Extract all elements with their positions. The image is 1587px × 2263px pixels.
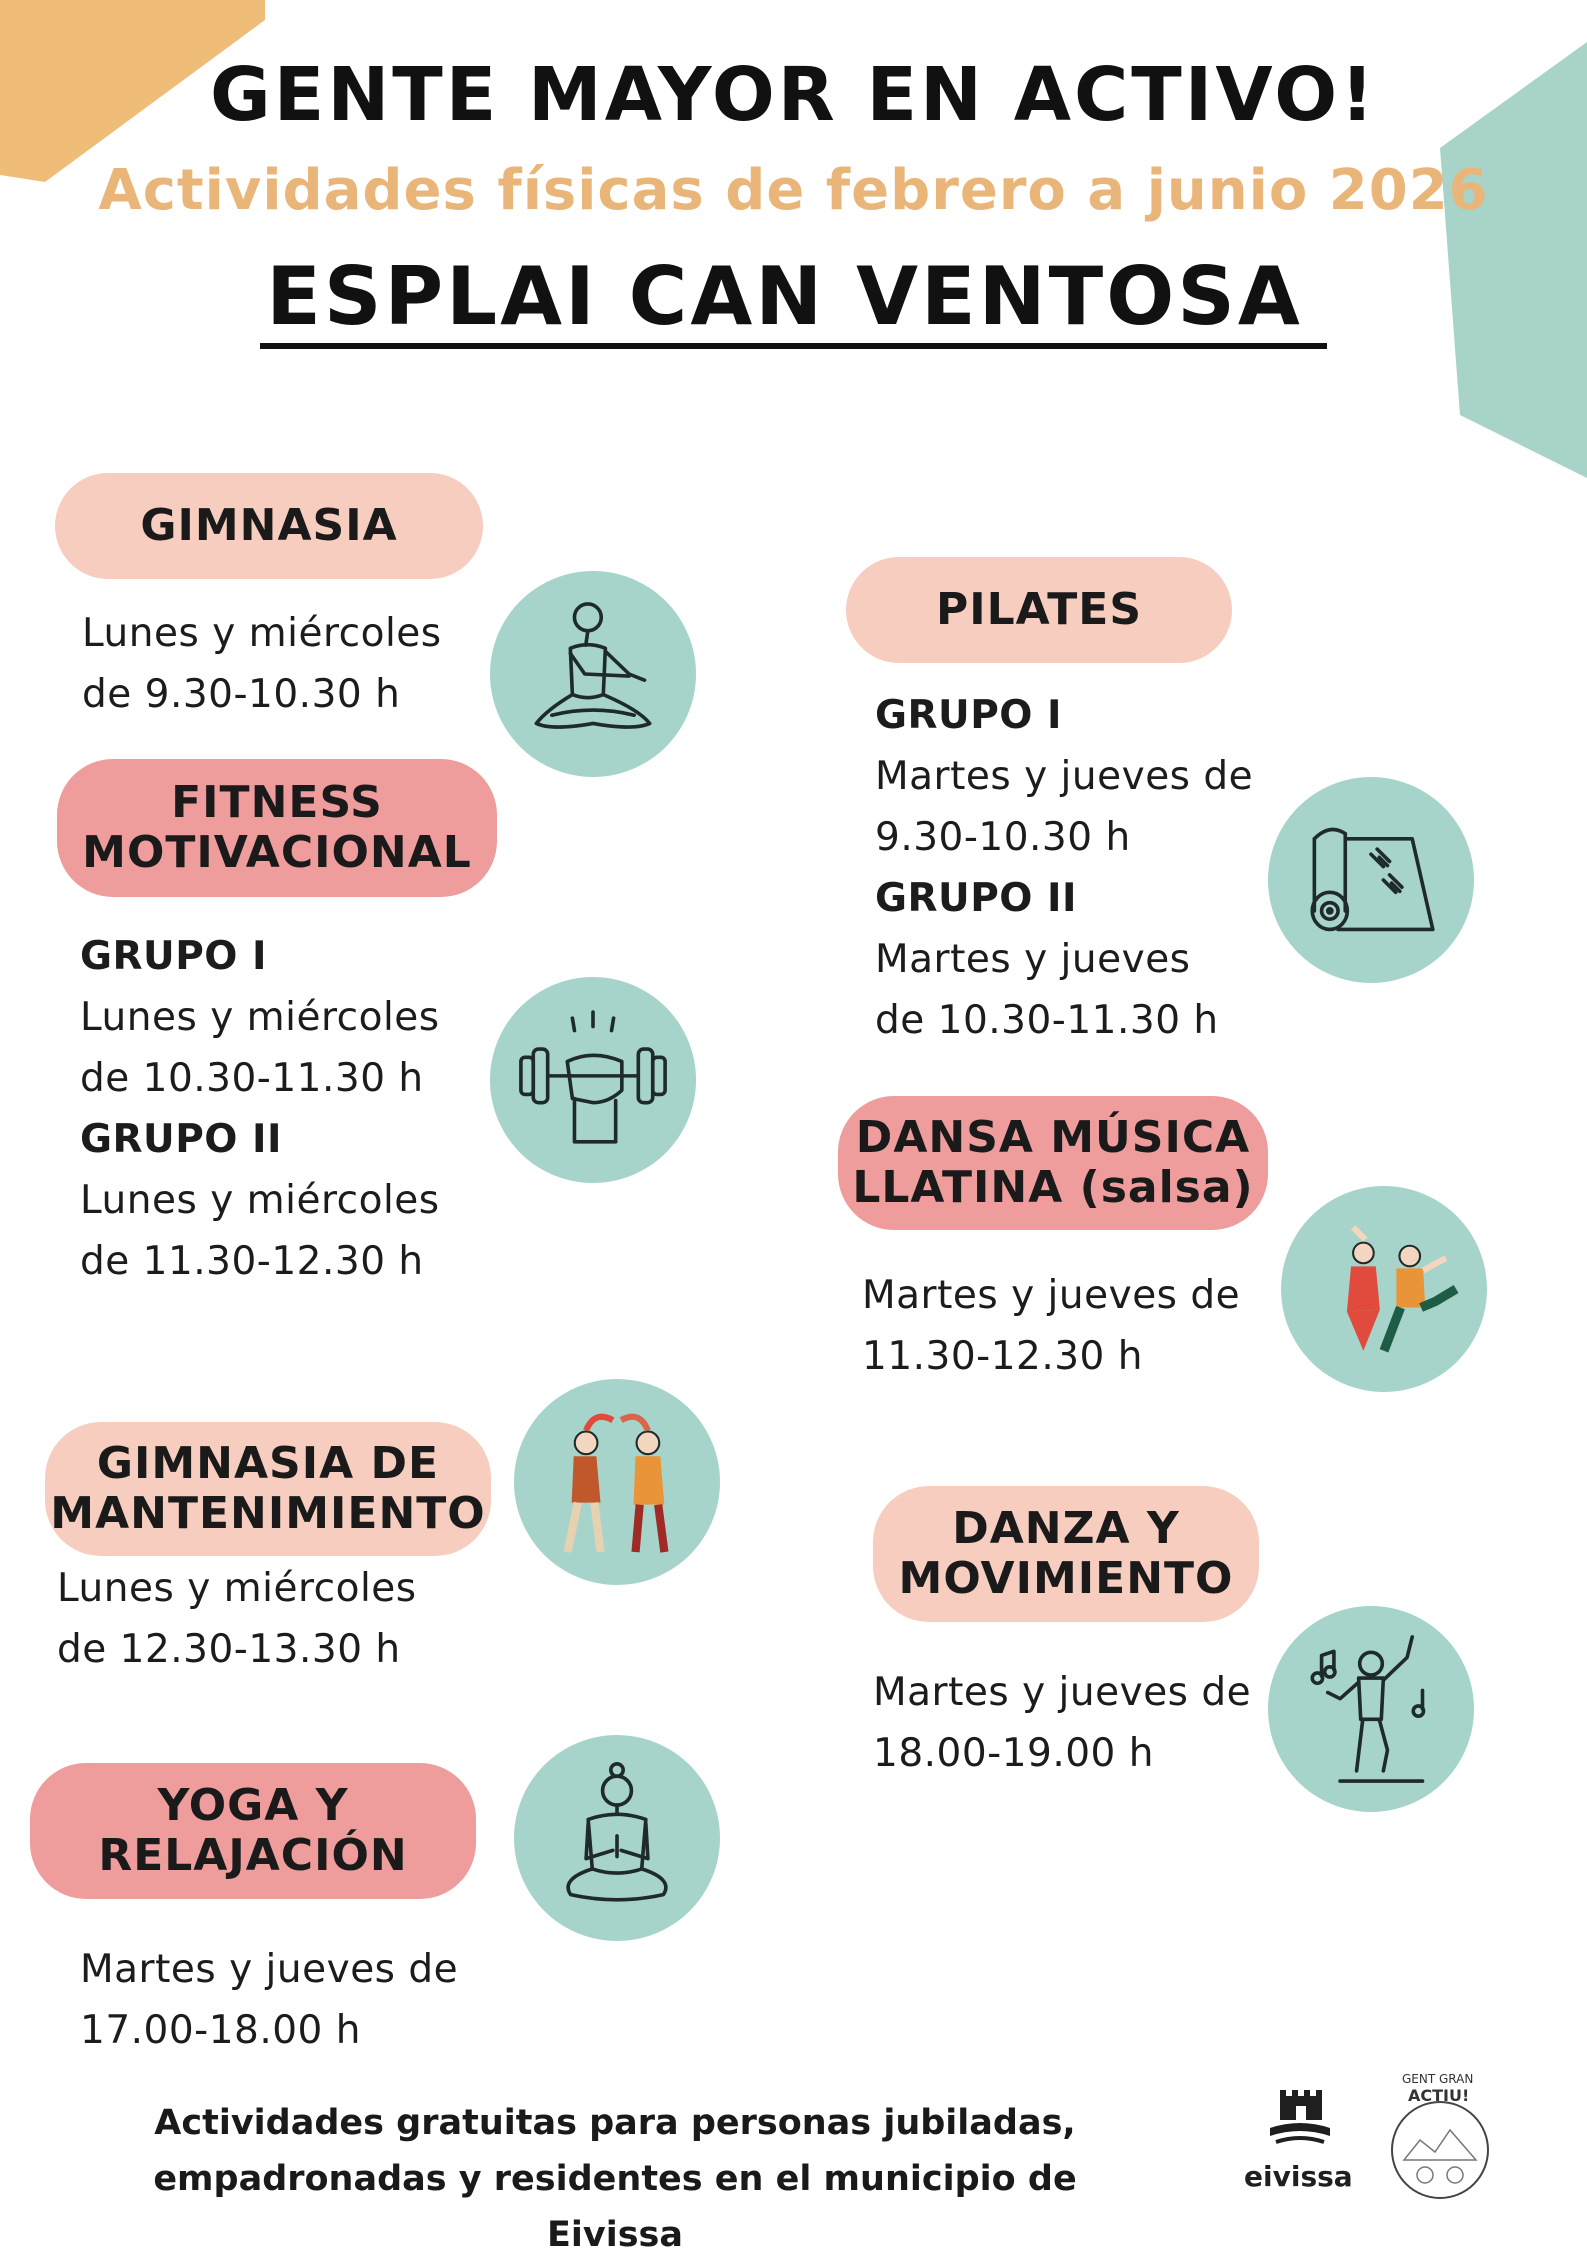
mantenimiento-schedule [57, 1558, 417, 1680]
gent-gran-actiu-logo [1380, 2070, 1500, 2200]
footer-note [110, 2095, 1120, 2263]
seated-stretch-icon [490, 571, 696, 777]
fitness-group2-label: GRUPO II [80, 1117, 283, 1162]
mantenimiento-days: Lunes y miércoles [57, 1566, 417, 1611]
pilates-group2-hours: de 10.30-11.30 h [875, 998, 1219, 1043]
gimnasia-hours: de 9.30-10.30 h [82, 672, 401, 717]
actiu-text: ACTIU! [1408, 2086, 1470, 2105]
venue-title [0, 250, 1587, 343]
pilates-group2-label: GRUPO II [875, 876, 1078, 921]
mat-and-dumbbells-icon [1268, 777, 1474, 983]
eivissa-logo-text: eivissa [1244, 2160, 1353, 2193]
danza-hours: 18.00-19.00 h [873, 1731, 1154, 1776]
dansa-schedule [862, 1265, 1240, 1387]
eivissa-logo [1240, 2080, 1360, 2200]
gent-gran-text: GENT GRAN [1402, 2072, 1474, 2086]
footer-line-3: Eivissa [546, 2215, 683, 2255]
yoga-days: Martes y jueves de [80, 1947, 459, 1992]
fitness-group1-label: GRUPO I [80, 934, 268, 979]
dansa-days: Martes y jueves de [862, 1273, 1241, 1318]
footer-line-1: Actividades gratuitas para personas jubiladas, [154, 2103, 1076, 2143]
pilates-group2-days: Martes y jueves [875, 937, 1191, 982]
dansa-pill: DANSA MÚSICA LLATINA (salsa) [838, 1096, 1268, 1230]
yoga-schedule [80, 1939, 458, 2061]
pilates-group1-days: Martes y jueves de [875, 754, 1254, 799]
danza-schedule [873, 1662, 1251, 1784]
meditation-icon [514, 1735, 720, 1941]
dumbbell-fist-icon [490, 977, 696, 1183]
yoga-pill: YOGA Y RELAJACIÓN [30, 1763, 476, 1899]
footer-line-2: empadronadas y residentes en el municipio de [153, 2159, 1077, 2199]
eivissa-castle-icon [1240, 2080, 1360, 2160]
mantenimiento-hours: de 12.30-13.30 h [57, 1627, 401, 1672]
gent-gran-seal-icon [1380, 2090, 1500, 2200]
seniors-stretching-icon [514, 1379, 720, 1585]
page-title: GENTE MAYOR EN ACTIVO! [210, 52, 1377, 138]
danza-pill: DANZA Y MOVIMIENTO [873, 1486, 1259, 1622]
dancer-music-icon [1268, 1606, 1474, 1812]
fitness-group2-days: Lunes y miércoles [80, 1178, 440, 1223]
dancing-couple-icon [1281, 1186, 1487, 1392]
gimnasia-schedule [82, 603, 442, 725]
fitness-group2-hours: de 11.30-12.30 h [80, 1239, 424, 1284]
fitness-schedule [80, 926, 440, 1292]
pilates-pill: PILATES [846, 557, 1232, 663]
yoga-hours: 17.00-18.00 h [80, 2008, 361, 2053]
gimnasia-pill: GIMNASIA [55, 473, 483, 579]
fitness-pill: FITNESS MOTIVACIONAL [57, 759, 497, 897]
dansa-hours: 11.30-12.30 h [862, 1334, 1143, 1379]
pilates-schedule [875, 685, 1253, 1051]
pilates-group1-hours: 9.30-10.30 h [875, 815, 1131, 860]
venue-title-text: ESPLAI CAN VENTOSA [260, 250, 1326, 349]
gimnasia-days: Lunes y miércoles [82, 611, 442, 656]
fitness-group1-days: Lunes y miércoles [80, 995, 440, 1040]
fitness-group1-hours: de 10.30-11.30 h [80, 1056, 424, 1101]
pilates-group1-label: GRUPO I [875, 693, 1063, 738]
danza-days: Martes y jueves de [873, 1670, 1252, 1715]
mantenimiento-pill: GIMNASIA DE MANTENIMIENTO [45, 1422, 491, 1556]
page-subtitle: Actividades físicas de febrero a junio 2026 [98, 158, 1489, 223]
